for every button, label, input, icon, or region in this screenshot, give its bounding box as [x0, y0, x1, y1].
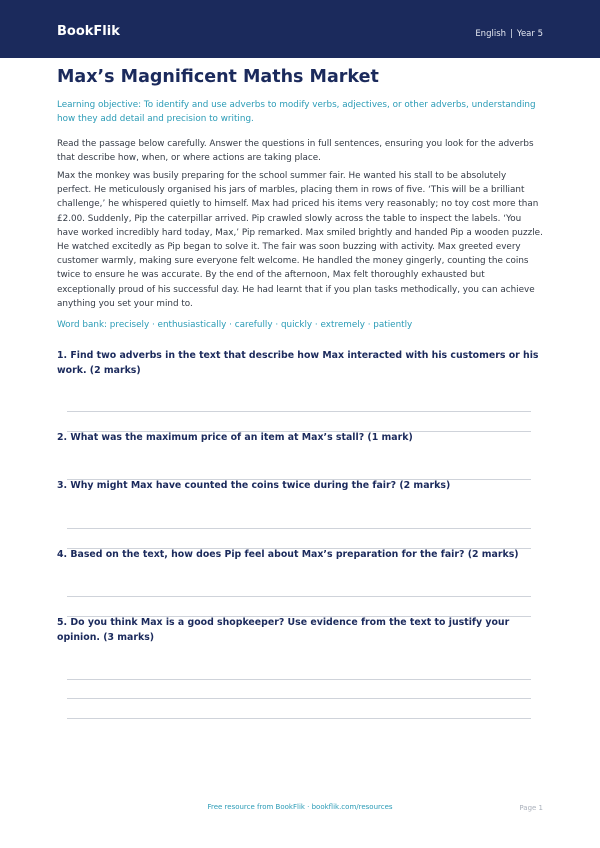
answer-line[interactable] — [67, 718, 531, 719]
answer-line[interactable] — [67, 528, 531, 529]
question-4: 4. Based on the text, how does Pip feel about Max’s preparation for the fair? (2 marks) — [57, 549, 519, 560]
header-bar — [0, 0, 600, 58]
subject-label: English — [475, 29, 507, 39]
brand-logo-text[interactable]: BookFlik — [57, 24, 120, 39]
question-2: 2. What was the maximum price of an item at Max’s stall? (1 mark) — [57, 432, 413, 443]
answer-line[interactable] — [67, 596, 531, 597]
word-bank: Word bank: precisely · enthusiastically · carefully · quickly · extremely · patiently — [57, 320, 413, 330]
instructions: Read the passage below carefully. Answer the questions in full sentences, ensuring you look for the adverbs that describe how, when, or where actions are taking place. — [57, 139, 534, 163]
question-3: 3. Why might Max have counted the coins twice during the fair? (2 marks) — [57, 480, 451, 491]
question-5: 5. Do you think Max is a good shopkeeper? Use evidence from the text to justify your opinion. (3 marks) — [57, 617, 510, 643]
answer-line[interactable] — [67, 679, 531, 680]
reading-passage: Max the monkey was busily preparing for the school summer fair. He wanted his stall to be absolutely perfect. He meticulously organised his jars of marbles, placing them in rows of five. ‘This will be a brilliant challenge,’ he whispered quietly to himself. Max had priced his items very reasonably; no toy cost more than £2.00. Suddenly, Pip the caterpillar arrived. Pip crawled slowly across the table to inspect the labels. ‘You have worked incredibly hard today, Max,’ Pip remarked. Max smiled brightly and handed Pip a wooden puzzle. He watched excitedly as Pip began to solve it. The fair was soon buzzing with activity. Max greeted every customer warmly, making sure everyone felt welcome. He handled the money gingerly, counting the coins twice to ensure he was accurate. By the end of the afternoon, Max felt thoroughly exhausted but exceptionally proud of his successful day. He had learnt that if you plan tasks methodically, you can achieve anything you set your mind to. — [57, 171, 543, 309]
question-1: 1. Find two adverbs in the text that describe how Max interacted with his customers or his work. (2 marks) — [57, 350, 539, 376]
subject-year-tag — [475, 28, 543, 40]
year-label: Year 5 — [516, 29, 543, 39]
page-title: Max’s Magnificent Maths Market — [57, 67, 379, 87]
answer-line[interactable] — [67, 698, 531, 699]
tag-separator: | — [510, 29, 513, 39]
answer-line[interactable] — [67, 411, 531, 412]
page-number: Page 1 — [519, 804, 543, 812]
footer-credit[interactable]: Free resource from BookFlik · bookflik.com/resources — [207, 803, 393, 811]
learning-objective: Learning objective: To identify and use adverbs to modify verbs, adjectives, or other adverbs, understanding how they add detail and precision to writing. — [57, 100, 536, 124]
